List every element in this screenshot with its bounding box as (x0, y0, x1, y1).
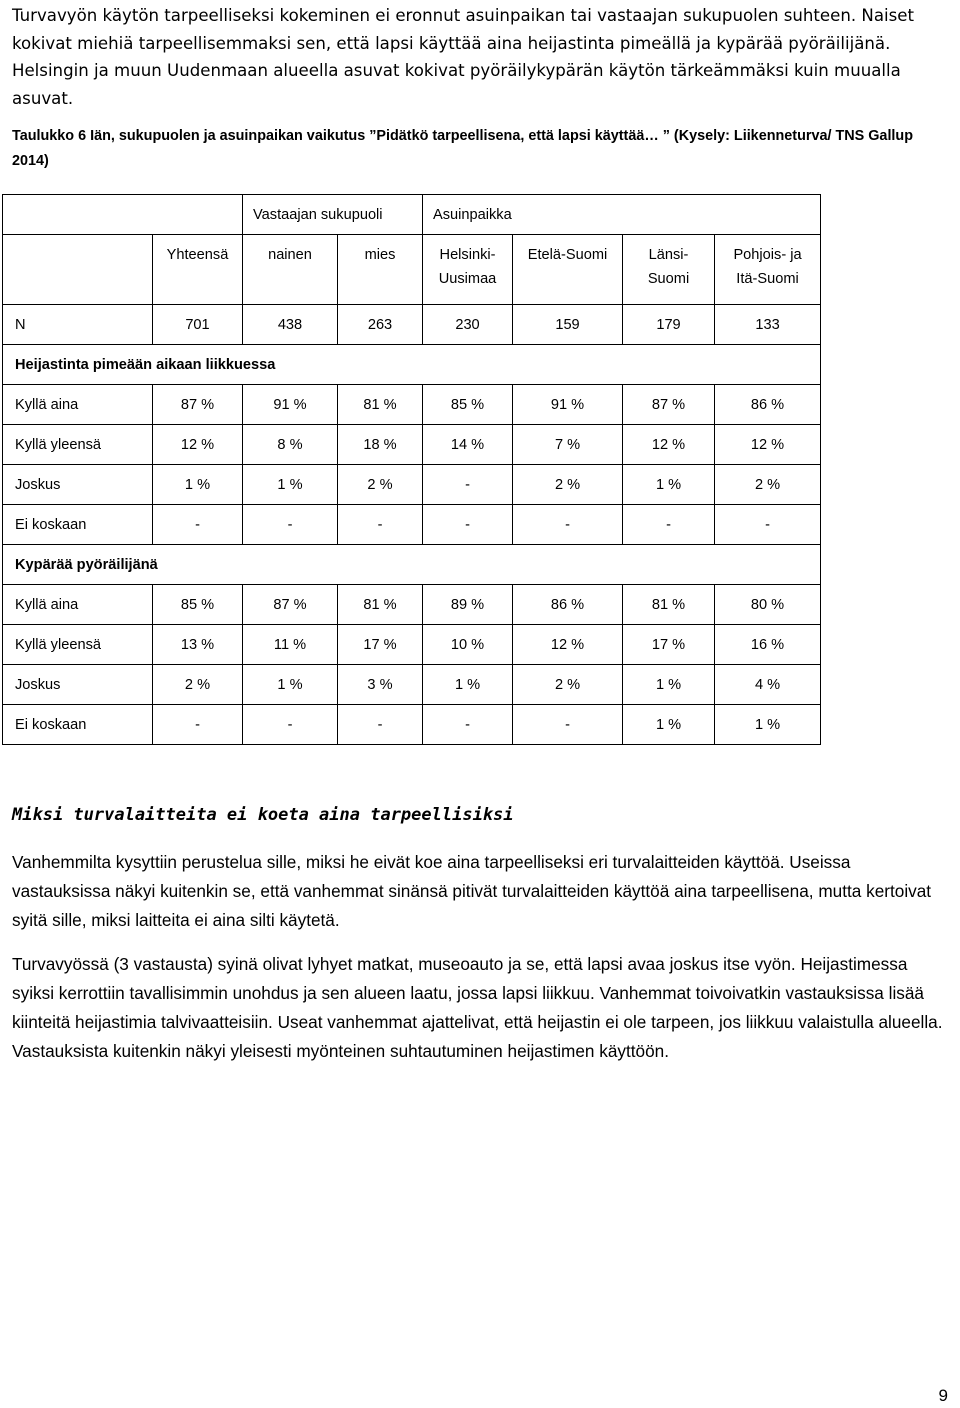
table-cell: - (513, 505, 623, 545)
table-cell: 12 % (153, 425, 243, 465)
table-cell: - (243, 705, 338, 745)
table-cell: 18 % (338, 425, 423, 465)
table-cell: 11 % (243, 625, 338, 665)
col-header-lansi-suomi: Länsi- Suomi (623, 235, 715, 305)
table-cell: 230 (423, 305, 513, 345)
table-cell: - (338, 705, 423, 745)
table-cell: 87 % (243, 585, 338, 625)
table-cell: 85 % (423, 385, 513, 425)
table-row (3, 665, 821, 705)
row-label: N (3, 305, 153, 345)
table-cell: 133 (715, 305, 821, 345)
col-header-mies: mies (338, 235, 423, 305)
table-row (3, 505, 821, 545)
table-cell: 1 % (243, 465, 338, 505)
table-cell: 12 % (623, 425, 715, 465)
table-cell: 2 % (715, 465, 821, 505)
table-row (3, 385, 821, 425)
table-cell: 91 % (243, 385, 338, 425)
col-header-pohjois-ita-suomi: Pohjois- ja Itä-Suomi (715, 235, 821, 305)
section-title: Heijastinta pimeään aikaan liikkuessa (3, 345, 821, 385)
row-label: Kyllä yleensä (3, 625, 153, 665)
table-row (3, 585, 821, 625)
table-row (3, 625, 821, 665)
group-header-row (3, 195, 821, 235)
table-cell: 12 % (513, 625, 623, 665)
table-cell: 17 % (623, 625, 715, 665)
col-header-nainen: nainen (243, 235, 338, 305)
section-title-row (3, 345, 821, 385)
table-cell: 1 % (623, 705, 715, 745)
table-row (3, 465, 821, 505)
table-cell: 89 % (423, 585, 513, 625)
table-cell: 7 % (513, 425, 623, 465)
table-cell: 17 % (338, 625, 423, 665)
table-cell: 179 (623, 305, 715, 345)
table-row (3, 705, 821, 745)
table-cell: - (153, 505, 243, 545)
row-label: Joskus (3, 465, 153, 505)
table-cell: 81 % (623, 585, 715, 625)
column-header-row (3, 235, 821, 305)
table-cell: - (338, 505, 423, 545)
table-cell: 85 % (153, 585, 243, 625)
row-label: Ei koskaan (3, 505, 153, 545)
table-cell: - (423, 465, 513, 505)
col-header-yhteensa: Yhteensä (153, 235, 243, 305)
table-cell: - (623, 505, 715, 545)
col-header-etela-suomi: Etelä-Suomi (513, 235, 623, 305)
table-cell: - (715, 505, 821, 545)
table-cell: 1 % (153, 465, 243, 505)
results-table (2, 194, 821, 745)
intro-paragraph: Turvavyön käytön tarpeelliseksi kokeminen ei eronnut asuinpaikan tai vastaajan sukupuolen suhteen. Naiset kokivat miehiä tarpeellisemmaksi sen, että lapsi käyttää aina heijastinta pimeällä ja kypärää pyöräilijänä. Helsingin ja muun Uudenmaan alueella asuvat kokivat pyöräilykypärän käytön tärkeämmäksi kuin muualla asuvat. (12, 6, 914, 108)
table-cell: 2 % (338, 465, 423, 505)
row-label: Joskus (3, 665, 153, 705)
table-cell: 438 (243, 305, 338, 345)
table-cell: 86 % (715, 385, 821, 425)
table-cell: 2 % (513, 465, 623, 505)
table-cell: - (243, 505, 338, 545)
table-cell: 4 % (715, 665, 821, 705)
table-cell: 1 % (623, 465, 715, 505)
table-cell: 91 % (513, 385, 623, 425)
table-cell: 14 % (423, 425, 513, 465)
table-cell: 701 (153, 305, 243, 345)
section-heading: Miksi turvalaitteita ei koeta aina tarpeellisiksi (12, 805, 514, 825)
table-cell: 3 % (338, 665, 423, 705)
table-cell: 81 % (338, 385, 423, 425)
table-cell: 87 % (623, 385, 715, 425)
table-cell: 1 % (423, 665, 513, 705)
table-cell: 12 % (715, 425, 821, 465)
table-caption: Taulukko 6 Iän, sukupuolen ja asuinpaikan vaikutus ”Pidätkö tarpeellisena, että lapsi käyttää… ” (Kysely: Liikenneturva/ TNS Gallup 2014) (12, 128, 914, 169)
table-cell: 159 (513, 305, 623, 345)
table-cell: 86 % (513, 585, 623, 625)
page-number: 9 (938, 1386, 948, 1405)
group-header-gender: Vastaajan sukupuoli (243, 195, 423, 235)
paragraph-2: Vanhemmilta kysyttiin perustelua sille, miksi he eivät koe aina tarpeelliseksi eri turvalaitteiden käyttöä. Useissa vastauksissa näkyi kuitenkin se, että vanhemmat sinänsä pitivät turvalaitteiden käyttöä aina tarpeellisena, mutta kertoivat syitä sille, miksi laitteita ei aina silti käytetä. (12, 852, 932, 930)
table-row (3, 425, 821, 465)
table-cell: - (423, 505, 513, 545)
row-label: Kyllä aina (3, 385, 153, 425)
col-header-helsinki-uusimaa: Helsinki- Uusimaa (423, 235, 513, 305)
table-cell: 13 % (153, 625, 243, 665)
table-cell: 80 % (715, 585, 821, 625)
table-cell: 263 (338, 305, 423, 345)
table-cell: 2 % (153, 665, 243, 705)
table-cell: 81 % (338, 585, 423, 625)
section-title: Kypärää pyöräilijänä (3, 545, 821, 585)
table-cell: - (423, 705, 513, 745)
row-label: Kyllä aina (3, 585, 153, 625)
table-cell: 10 % (423, 625, 513, 665)
table-cell: 1 % (623, 665, 715, 705)
table-cell: - (153, 705, 243, 745)
paragraph-3: Turvavyössä (3 vastausta) syinä olivat lyhyet matkat, museoauto ja se, että lapsi avaa joskus itse vyön. Heijastimessa syiksi kerrottiin tavallisimmin unohdus ja sen alueen laatu, jossa lapsi liikkuu. Vanhemmat toivoivatkin vastauksissa lisää kiinteitä heijastimia talvivaatteisiin. Useat vanhemmat ajattelivat, että heijastin ei ole tarpeen, jos liikkuu valaistulla alueella. Vastauksista kuitenkin näkyi yleisesti myönteinen suhtautuminen heijastimen käyttöön. (12, 954, 943, 1061)
table-cell: 1 % (243, 665, 338, 705)
table-cell: 16 % (715, 625, 821, 665)
table-cell: 8 % (243, 425, 338, 465)
table-cell: 2 % (513, 665, 623, 705)
row-label: Ei koskaan (3, 705, 153, 745)
n-row (3, 305, 821, 345)
row-label: Kyllä yleensä (3, 425, 153, 465)
table-cell: 87 % (153, 385, 243, 425)
table-cell: - (513, 705, 623, 745)
table-cell: 1 % (715, 705, 821, 745)
group-header-residence: Asuinpaikka (423, 195, 821, 235)
section-title-row (3, 545, 821, 585)
